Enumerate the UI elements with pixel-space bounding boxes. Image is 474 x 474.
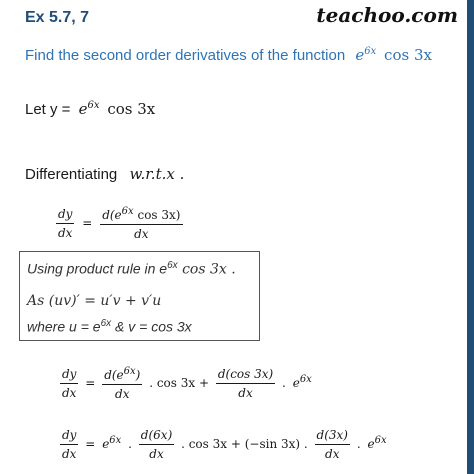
eq2-term1-num-a: d(e bbox=[104, 368, 124, 382]
eq2-term1-multiplier: . cos 3x + bbox=[149, 376, 210, 390]
eq3-factor1-fraction bbox=[139, 428, 174, 461]
eq2-equals: = bbox=[85, 376, 96, 390]
rule-line-2 bbox=[27, 292, 161, 309]
eq3-lhs-num: dy bbox=[60, 428, 78, 445]
wrt-text: w.r.t.x . bbox=[129, 165, 185, 183]
eq3-exp-base: e bbox=[102, 437, 110, 451]
eq3-equals: = bbox=[85, 437, 96, 451]
rule-line-1-exp: 6x bbox=[167, 260, 178, 271]
eq3-lhs-fraction bbox=[60, 428, 78, 461]
rule-line-1-a: Using product rule in e bbox=[27, 260, 168, 277]
question-math-rest: cos 3x bbox=[384, 46, 432, 64]
differentiating-statement bbox=[25, 165, 184, 183]
eq2-term1-fraction bbox=[102, 366, 142, 401]
eq1-equals: = bbox=[82, 216, 93, 230]
let-statement bbox=[25, 100, 155, 118]
let-math-exp: 6x bbox=[87, 100, 100, 111]
eq3-end-exp-base: e bbox=[367, 437, 375, 451]
eq2-term1-den: dx bbox=[115, 387, 130, 401]
question-text bbox=[25, 46, 432, 64]
question-math bbox=[355, 46, 432, 64]
eq2-term2-fraction bbox=[216, 367, 275, 400]
let-prefix: Let y = bbox=[25, 101, 71, 118]
eq2-term2-dot: . bbox=[282, 376, 286, 390]
eq2-term1-num-exp: 6x bbox=[123, 366, 136, 377]
eq3-factor1-num: d(6x) bbox=[139, 428, 174, 445]
eq2-term2-exp bbox=[293, 376, 312, 390]
eq1-rhs-num-a: d(e bbox=[102, 208, 122, 222]
eq2-term2-den: dx bbox=[238, 386, 253, 400]
brand-logo: teachoo.com bbox=[316, 3, 458, 27]
eq2-term1-num-b: ) bbox=[135, 368, 141, 382]
eq2-term2-exp-base: e bbox=[292, 376, 300, 390]
eq3-end-exp-power: 6x bbox=[374, 435, 387, 446]
differentiating-label: Differentiating bbox=[25, 166, 118, 183]
eq3-factor2-den: dx bbox=[325, 447, 340, 461]
rule-line-2-text: As (uv)′ = u′v + v′u bbox=[27, 293, 162, 309]
side-accent-bar bbox=[467, 0, 474, 474]
eq1-lhs-num: dy bbox=[56, 207, 74, 224]
eq1-rhs-num-b: cos 3x) bbox=[133, 208, 181, 222]
let-math-base: e bbox=[78, 100, 88, 118]
equation-1 bbox=[56, 206, 183, 241]
eq2-term1-num bbox=[102, 366, 142, 385]
eq2-term2-num: d(cos 3x) bbox=[216, 367, 275, 384]
eq3-lhs-den: dx bbox=[62, 447, 77, 461]
eq3-exp-power: 6x bbox=[109, 435, 122, 446]
rule-line-1 bbox=[27, 260, 236, 278]
rule-line-3-b: & v = cos 3x bbox=[111, 318, 192, 335]
eq2-term2-exp-power: 6x bbox=[299, 374, 312, 385]
eq2-lhs-fraction bbox=[60, 367, 78, 400]
question-statement: Find the second order derivatives of the function bbox=[25, 47, 346, 64]
equation-2 bbox=[60, 366, 312, 401]
eq3-factor2-num: d(3x) bbox=[315, 428, 350, 445]
let-math bbox=[79, 100, 156, 118]
eq3-factor1-den: dx bbox=[149, 447, 164, 461]
question-math-exp: 6x bbox=[364, 46, 377, 57]
eq3-exp-factor bbox=[102, 437, 121, 451]
eq1-lhs-fraction bbox=[56, 207, 74, 240]
let-math-rest: cos 3x bbox=[107, 100, 156, 118]
eq1-rhs-num-exp: 6x bbox=[121, 206, 134, 217]
eq1-rhs-fraction bbox=[100, 206, 182, 241]
eq3-middle-term: . cos 3x + (−sin 3x) . bbox=[181, 437, 308, 451]
rule-line-3 bbox=[27, 318, 192, 335]
eq1-rhs-den: dx bbox=[134, 227, 149, 241]
exercise-title: Ex 5.7, 7 bbox=[25, 9, 90, 26]
question-math-base: e bbox=[355, 46, 365, 64]
rule-line-3-exp: 6x bbox=[100, 318, 112, 329]
eq1-lhs-den: dx bbox=[58, 226, 73, 240]
eq2-lhs-den: dx bbox=[62, 386, 77, 400]
eq3-factor2-fraction bbox=[315, 428, 350, 461]
eq1-rhs-num bbox=[100, 206, 182, 225]
rule-line-3-a: where u = e bbox=[27, 318, 101, 335]
eq3-end-exp bbox=[367, 437, 386, 451]
rule-line-1-b: cos 3x . bbox=[177, 261, 236, 278]
eq3-dot-2: . bbox=[356, 437, 361, 451]
eq3-dot-1: . bbox=[128, 437, 132, 451]
eq2-lhs-num: dy bbox=[60, 367, 78, 384]
equation-3 bbox=[60, 428, 387, 461]
